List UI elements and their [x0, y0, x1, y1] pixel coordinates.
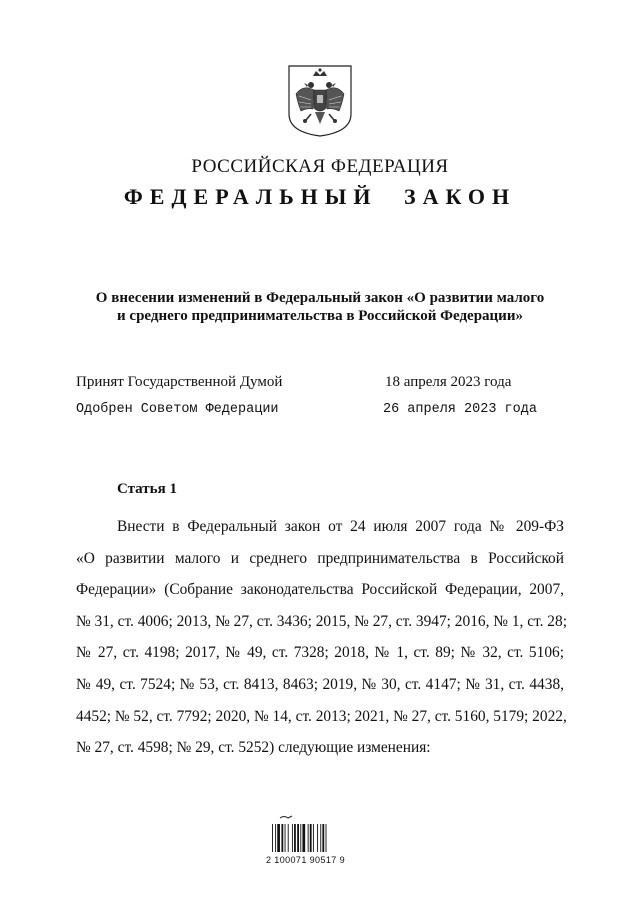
article-text-line: № 27, ст. 4198; 2017, № 49, ст. 7328; 2018, № 1, ст. 89; № 32, ст. 5106; — [76, 644, 564, 662]
article-text-line: № 49, ст. 7524; № 53, ст. 8413, 8463; 2019, № 30, ст. 4147; № 31, ст. 4438, — [76, 675, 564, 693]
article-text-line: 4452; № 52, ст. 7792; 2020, № 14, ст. 2013; 2021, № 27, ст. 5160, 5179; 2022, — [76, 707, 567, 725]
law-title-line-1: О внесении изменений в Федеральный закон «О развитии малого — [95, 290, 545, 306]
barcode-bar — [272, 824, 273, 852]
coat-of-arms-emblem — [287, 64, 353, 138]
approved-by-council-date: 26 апреля 2023 года — [383, 402, 537, 417]
barcode-bar — [281, 824, 283, 852]
barcode-bar — [292, 824, 293, 852]
article-text-line: Внести в Федеральный закон от 24 июля 2007 года № 209-ФЗ — [117, 518, 564, 535]
barcode-bar — [326, 824, 327, 852]
adopted-by-duma-date: 18 апреля 2023 года — [385, 374, 512, 390]
barcode-bar — [313, 824, 314, 852]
barcode-bar — [308, 824, 309, 852]
barcode-bar — [275, 824, 276, 852]
barcode-bar — [322, 824, 324, 852]
adopted-by-duma-label: Принят Государственной Думой — [76, 374, 283, 390]
barcode-bar — [300, 824, 301, 852]
barcode-bar — [277, 824, 280, 852]
barcode-bar — [297, 824, 299, 852]
barcode-bar — [317, 824, 318, 852]
article-text-line: «О развитии малого и среднего предпринимательства в Российской — [76, 549, 564, 567]
barcode-bar — [320, 824, 321, 852]
law-title — [60, 289, 580, 325]
barcode-bar — [285, 824, 286, 852]
country-name: РОССИЙСКАЯ ФЕДЕРАЦИЯ — [191, 156, 449, 177]
approved-by-council-label: Одобрен Советом Федерации — [76, 402, 279, 417]
barcode-bar — [288, 824, 289, 852]
barcode-bar — [294, 824, 296, 852]
law-title-line-2: и среднего предпринимательства в Российской Федерации» — [117, 308, 523, 324]
article-1-text — [76, 511, 567, 764]
barcode-bar — [302, 824, 305, 852]
article-text-line: № 27, ст. 4598; № 29, ст. 5252) следующие изменения: — [76, 739, 431, 757]
article-1-heading: Статья 1 — [117, 481, 177, 497]
article-text-line: № 31, ст. 4006; 2013, № 27, ст. 3436; 2015, № 27, ст. 3947; 2016, № 1, ст. 28; — [76, 612, 567, 630]
document-type-title: ФЕДЕРАЛЬНЫЙ ЗАКОН — [123, 184, 517, 209]
article-text-line: Федерации» (Собрание законодательства Российской Федерации, 2007, — [76, 581, 564, 599]
barcode-bar — [310, 824, 312, 852]
barcode-number: 2 100071 90517 9 — [266, 855, 345, 865]
